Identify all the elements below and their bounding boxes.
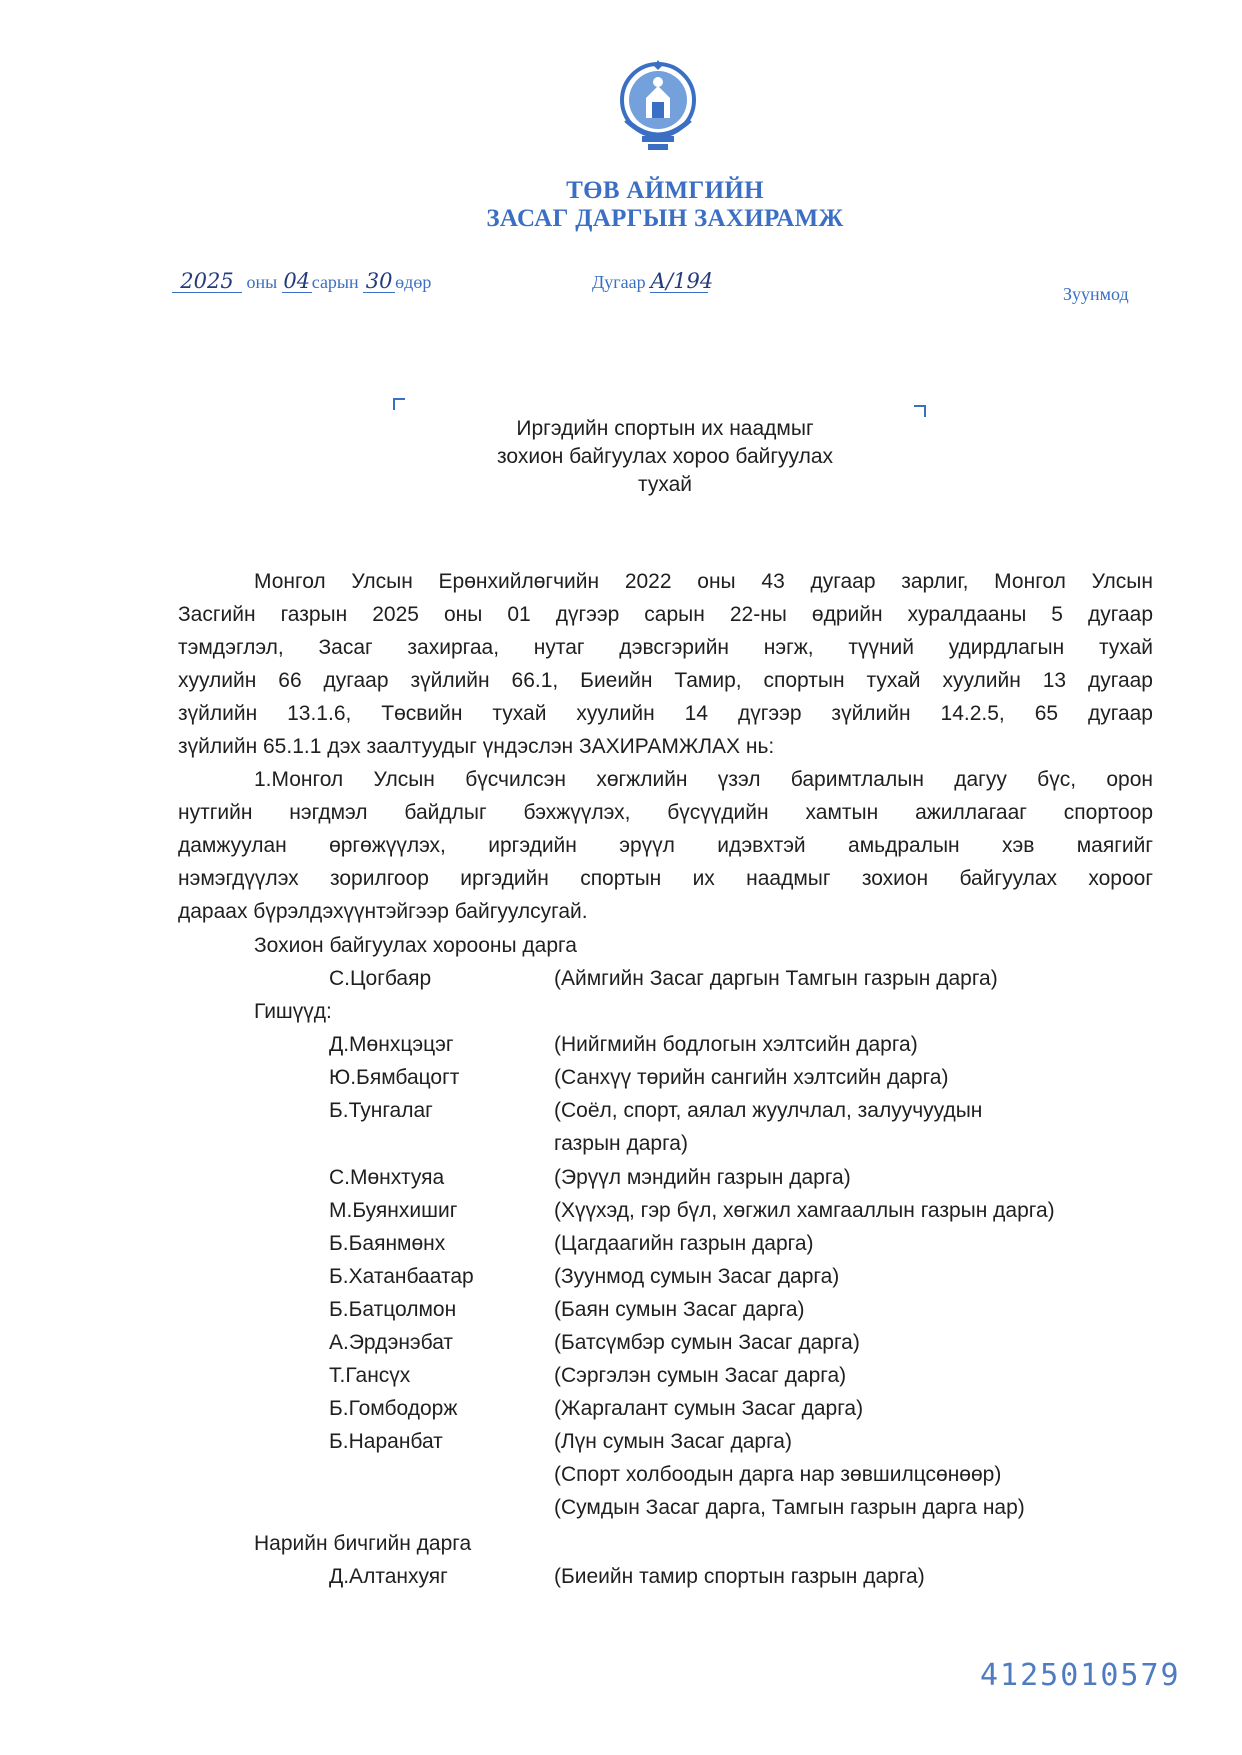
title-line3: тухай xyxy=(637,473,693,496)
member-name: Д.Мөнхцэцэг xyxy=(329,1033,454,1056)
preamble-line: хуулийн 66 дугаар зүйлийн 66.1, Биеийн Тамир, спортын тухай хуулийн 13 дугаар xyxy=(178,669,1153,692)
clause-1-paragraph xyxy=(178,763,1153,928)
clause-line: дараах бүрэлдэхүүнтэйгээр байгуулсугай. xyxy=(178,900,588,923)
secretary-name: Д.Алтанхуяг xyxy=(329,1565,448,1588)
document-number xyxy=(592,269,714,293)
chair-heading: Зохион байгуулах хорооны дарга xyxy=(254,934,577,957)
clause-line: нэмэгдүүлэх зорилгоор иргэдийн спортын их наадмыг зохион байгуулах хороог xyxy=(178,867,1153,890)
title-line1: Иргэдийн спортын их наадмыг xyxy=(516,417,814,440)
member-role: (Батсүмбэр сумын Засаг дарга) xyxy=(554,1331,860,1354)
member-role: (Цагдаагийн газрын дарга) xyxy=(554,1232,814,1255)
date-month-suffix: сарын xyxy=(311,272,359,292)
member-name: Б.Баянмөнх xyxy=(329,1232,446,1255)
member-role: (Эрүүл мэндийн газрын дарга) xyxy=(554,1166,851,1189)
date-day-suffix: өдөр xyxy=(395,272,432,292)
members-heading: Гишүүд: xyxy=(254,1000,332,1023)
member-name: Т.Гансүх xyxy=(329,1364,411,1387)
title-line2: зохион байгуулах хороо байгуулах xyxy=(497,445,833,468)
member-name: М.Буянхишиг xyxy=(329,1199,458,1222)
clause-line: 1.Монгол Улсын бүсчилсэн хөгжлийн үзэл баримтлалын дагуу бүс, орон xyxy=(254,768,1153,791)
preamble-line: зүйлийн 13.1.6, Төсвийн тухай хуулийн 14 дүгээр зүйлийн 14.2.5, 65 дугаар xyxy=(178,702,1153,725)
preamble-line: Засгийн газрын 2025 оны 01 дүгээр сарын 22-ны өдрийн хуралдааны 5 дугаар xyxy=(178,603,1153,626)
date-year: 2025 xyxy=(172,270,242,293)
place: Зуунмод xyxy=(1063,284,1129,304)
preamble-line: Монгол Улсын Ерөнхийлөгчийн 2022 оны 43 дугаар зарлиг, Монгол Улсын xyxy=(254,570,1153,593)
clause-line: дамжуулан өргөжүүлэх, иргэдийн эрүүл идэвхтэй амьдралын хэв маягийг xyxy=(178,834,1153,857)
member-role: (Санхүү төрийн сангийн хэлтсийн дарга) xyxy=(554,1066,949,1089)
clause-line: нутгийн нэгдмэл байдлыг бэхжүүлэх, бүсүүдийн хамтын ажиллагааг спортоор xyxy=(178,801,1153,824)
date-month: 04 xyxy=(283,269,311,293)
preamble-line: зүйлийн 65.1.1 дэх заалтуудыг үндэслэн ЗАХИРАМЖЛАХ нь: xyxy=(178,735,775,758)
member-role: (Лүн сумын Засаг дарга) xyxy=(554,1430,792,1453)
number-value: А/194 xyxy=(650,269,714,293)
header-org-line1: ТӨВ АЙМГИЙН xyxy=(566,177,764,204)
member-name: С.Мөнхтуяа xyxy=(329,1166,445,1189)
state-emblem xyxy=(612,58,704,158)
member-role: (Жаргалант сумын Засаг дарга) xyxy=(554,1397,864,1420)
number-label: Дугаар xyxy=(592,272,646,292)
preamble-line: тэмдэглэл, Засаг захиргаа, нутаг дэвсгэрийн нэгж, түүний удирдлагын тухай xyxy=(178,636,1153,659)
member-name: А.Эрдэнэбат xyxy=(329,1331,454,1354)
chair-name: С.Цогбаяр xyxy=(329,967,432,990)
member-role-continued: газрын дарга) xyxy=(554,1132,688,1155)
preamble-paragraph xyxy=(178,565,1153,763)
date-line xyxy=(172,270,431,293)
secretary-heading: Нарийн бичгийн дарга xyxy=(254,1532,472,1555)
stamp-number: 4125010579 xyxy=(980,1658,1181,1693)
chair-role: (Аймгийн Засаг даргын Тамгын газрын дарга) xyxy=(554,967,998,990)
extra-member-note: (Спорт холбоодын дарга нар зөвшилцсөнөөр) xyxy=(554,1463,1002,1486)
header-org-line2: ЗАСАГ ДАРГЫН ЗАХИРАМЖ xyxy=(486,205,844,232)
member-role: (Соёл, спорт, аялал жуулчлал, залуучуудын xyxy=(554,1099,983,1122)
member-role: (Хүүхэд, гэр бүл, хөгжил хамгааллын газрын дарга) xyxy=(554,1199,1055,1222)
secretary-role: (Биеийн тамир спортын газрын дарга) xyxy=(554,1565,925,1588)
member-name: Б.Батцолмон xyxy=(329,1298,457,1321)
member-name: Б.Хатанбаатар xyxy=(329,1265,474,1288)
member-name: Б.Наранбат xyxy=(329,1430,443,1453)
member-name: Б.Гомбодорж xyxy=(329,1397,458,1420)
member-name: Ю.Бямбацогт xyxy=(329,1066,460,1089)
extra-member-note: (Сумдын Засаг дарга, Тамгын газрын дарга нар) xyxy=(554,1496,1025,1519)
member-role: (Зуунмод сумын Засаг дарга) xyxy=(554,1265,840,1288)
member-role: (Нийгмийн бодлогын хэлтсийн дарга) xyxy=(554,1033,918,1056)
member-name: Б.Тунгалаг xyxy=(329,1099,433,1122)
date-day: 30 xyxy=(363,270,395,293)
member-role: (Сэргэлэн сумын Засаг дарга) xyxy=(554,1364,847,1387)
date-year-suffix: оны xyxy=(246,272,278,292)
title-corner-left xyxy=(393,398,405,410)
member-role: (Баян сумын Засаг дарга) xyxy=(554,1298,805,1321)
